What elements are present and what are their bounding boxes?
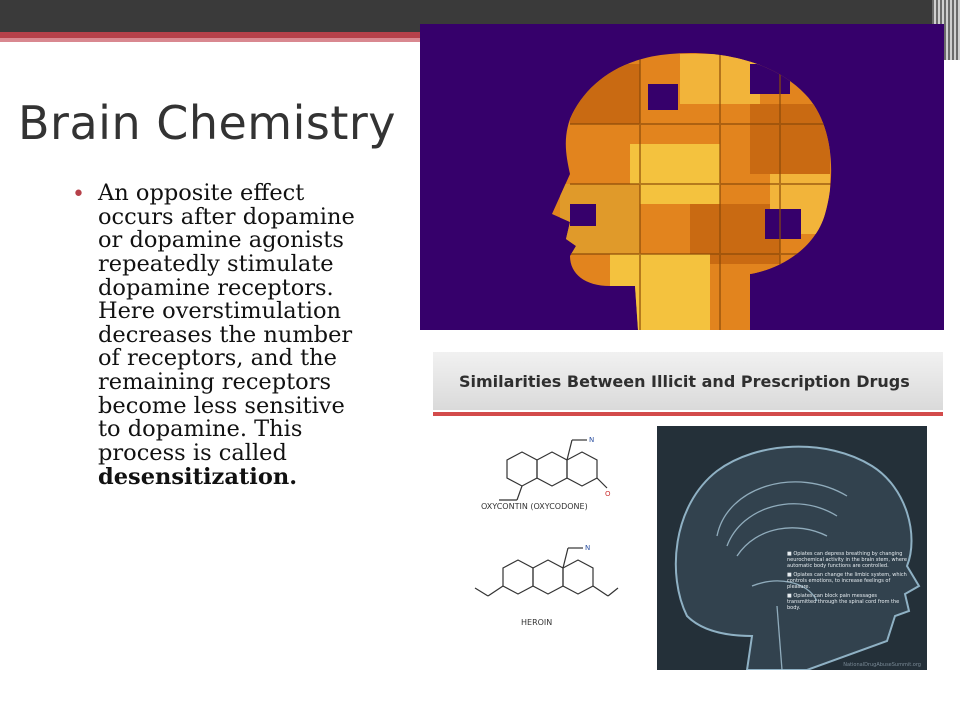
drug1-label: OXYCONTIN (OXYCODONE): [481, 502, 588, 511]
figure-banner-title: Similarities Between Illicit and Prescription Drugs: [459, 372, 910, 391]
bullet-item: [72, 182, 372, 489]
figure-banner: [433, 352, 943, 410]
scan-notes: [787, 551, 907, 614]
oxycodone-structure-icon: [477, 430, 617, 510]
banner-divider: [433, 412, 943, 416]
scan-note: ■ Opiates can depress breathing by changing neurochemical activity in the brain stem, where automatic body functions are controlled.: [787, 551, 907, 569]
top-accent-bar-light: [0, 38, 420, 42]
bullet-emphasis: desensitization.: [98, 463, 298, 490]
slide-title: Brain Chemistry: [18, 96, 397, 150]
drug-comparison-figure: [433, 352, 943, 682]
svg-text:N: N: [589, 436, 595, 444]
puzzle-head-image: [420, 24, 944, 330]
bullet-body: An opposite effect occurs after dopamine or dopamine agonists repeatedly stimulate dopamine receptors. Here overstimulation decreases the number of receptors, and the remaining receptors become less sensitive to dopamine. This process is called: [98, 180, 355, 466]
drug2-label: HEROIN: [521, 618, 553, 627]
svg-text:N: N: [585, 544, 591, 552]
scan-note: ■ Opiates can block pain messages transmitted through the spinal cord from the body.: [787, 593, 900, 611]
bullet-icon: •: [72, 182, 85, 207]
svg-text:O: O: [605, 490, 611, 498]
figure-credit: NationalDrugAbuseSummit.org: [843, 662, 921, 668]
heroin-structure-icon: [463, 538, 623, 618]
brain-scan-image: [657, 426, 927, 670]
scan-note: ■ Opiates can change the limbic system, which controls emotions, to increase feelings of pleasure.: [787, 572, 907, 590]
bullet-text: [98, 182, 372, 489]
